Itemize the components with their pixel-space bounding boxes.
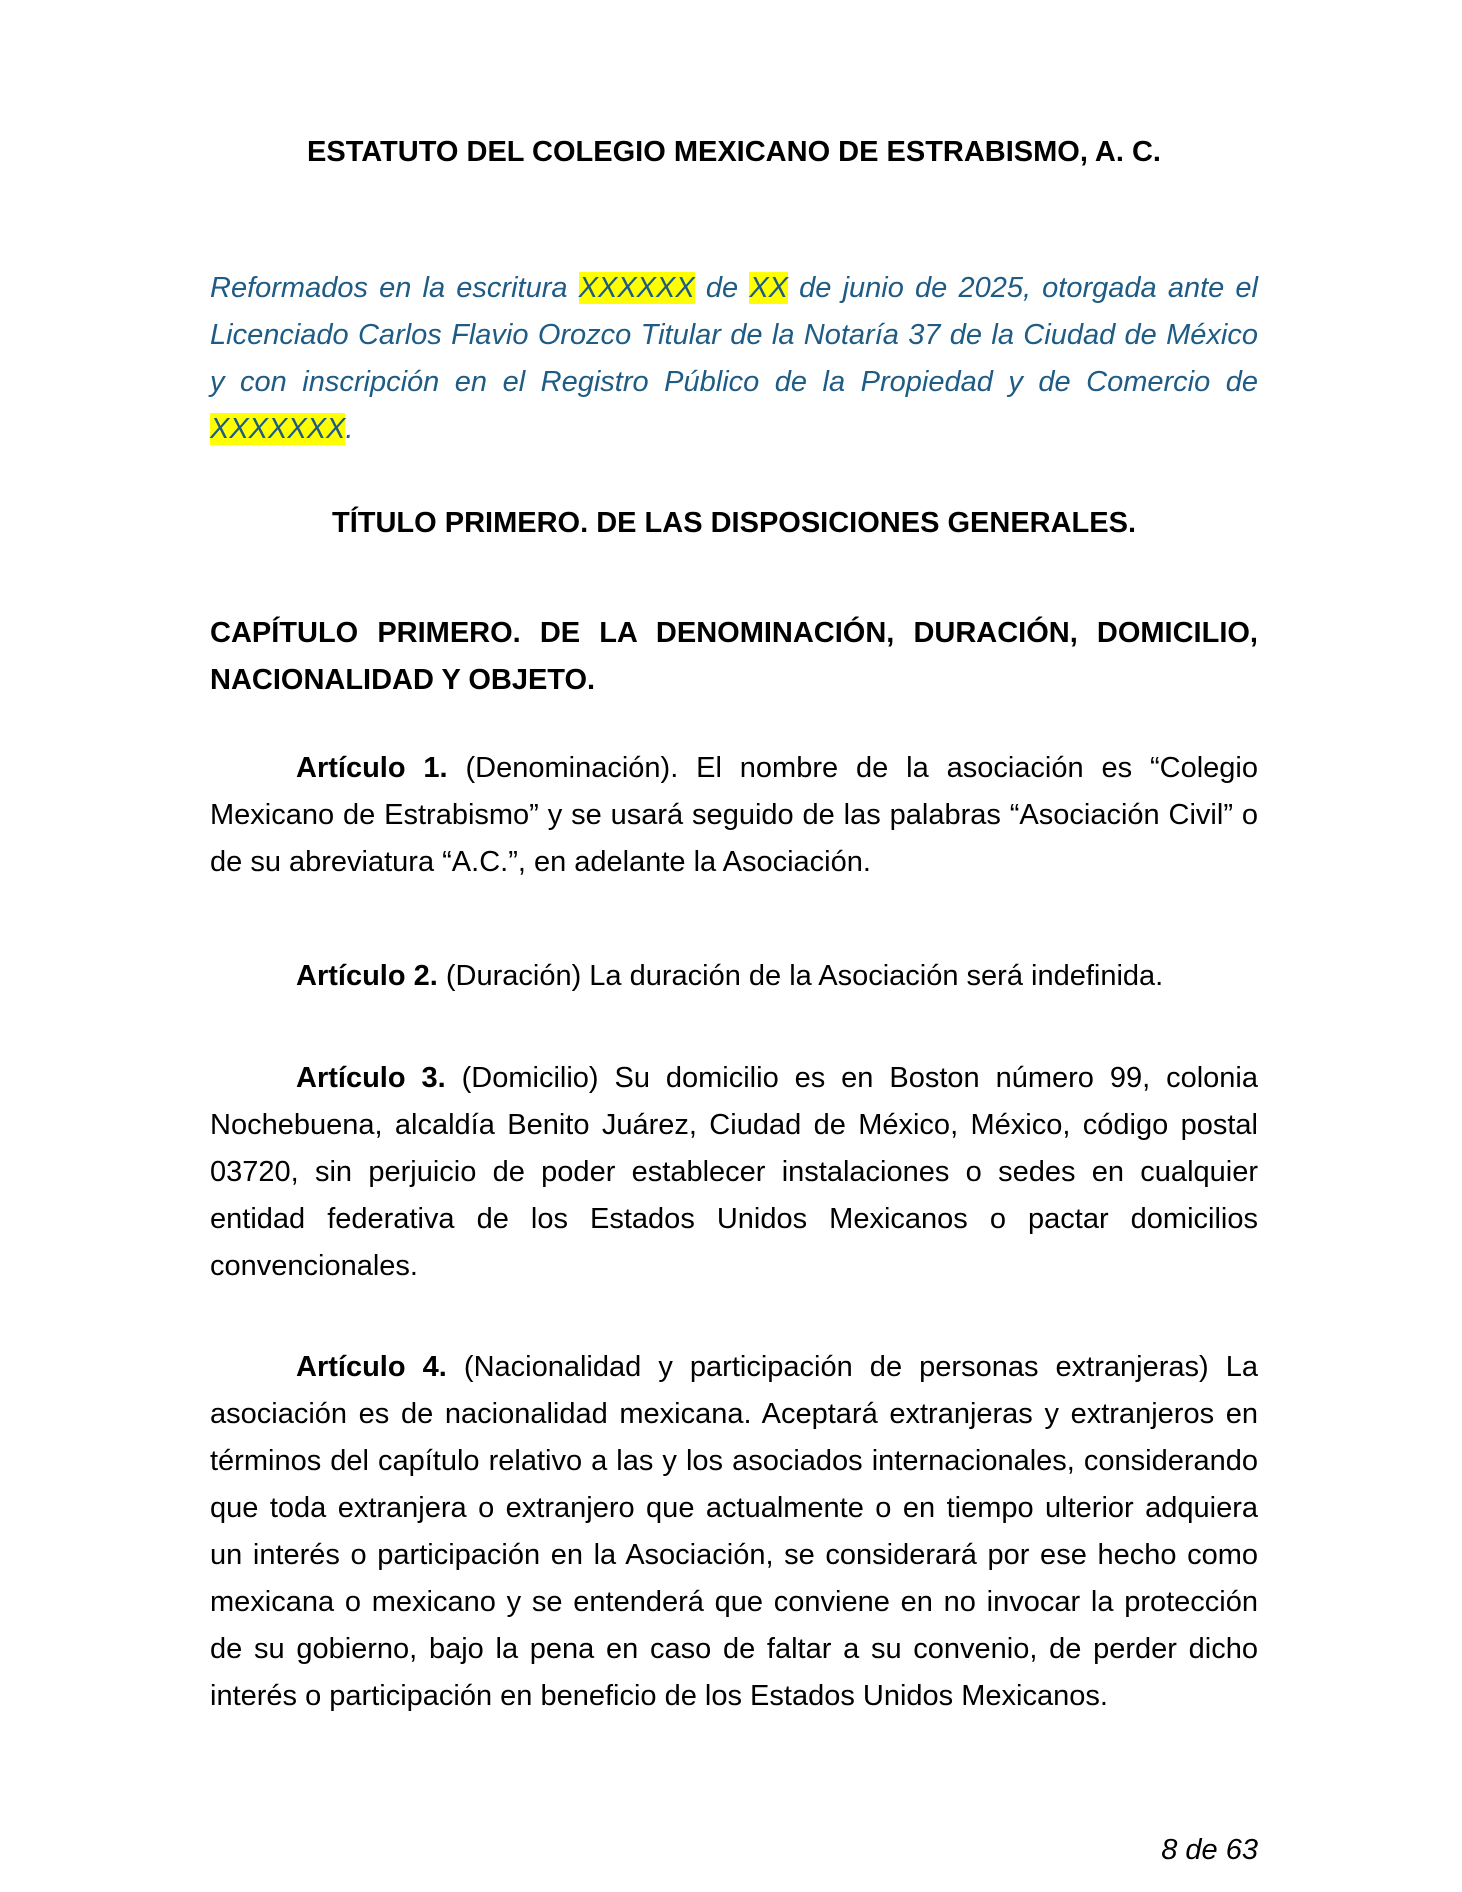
article-4-label: Artículo 4. (296, 1351, 447, 1383)
article-1-label: Artículo 1. (296, 752, 448, 784)
reform-note (210, 265, 1258, 453)
article-2 (210, 953, 1258, 1000)
reform-text-segment: de (694, 272, 750, 304)
highlighted-placeholder: XX (749, 272, 788, 304)
reform-text-segment: de junio de 2025, otorgada ante el Licenciado Carlos Flavio Orozco Titular de la Notaría 37 de la Ciudad de México y con inscripción en el Registro Público de la Propiedad y de Comercio de (210, 272, 1259, 398)
article-2-body: (Duración) La duración de la Asociación será indefinida. (445, 960, 1164, 992)
article-3 (210, 1055, 1258, 1290)
article-4 (210, 1344, 1258, 1720)
capitulo-primero-heading: CAPÍTULO PRIMERO. DE LA DENOMINACIÓN, DURACIÓN, DOMICILIO, NACIONALIDAD Y OBJETO. (210, 617, 1258, 696)
article-2-label: Artículo 2. (296, 960, 438, 992)
reform-text-segment: . (345, 413, 354, 445)
page-number: 8 de 63 (1161, 1834, 1258, 1866)
article-3-body: (Domicilio) Su domicilio es en Boston número 99, colonia Nochebuena, alcaldía Benito Juárez, Ciudad de México, México, código postal 03720, sin perjuicio de poder establecer instalaciones o sedes en cualquier entidad federativa de los Estados Unidos Mexicanos o pactar domicilios convencionales. (210, 1062, 1258, 1282)
document-title: ESTATUTO DEL COLEGIO MEXICANO DE ESTRABISMO, A. C. (307, 136, 1161, 168)
highlighted-placeholder: XXXXXX (578, 272, 695, 304)
highlighted-placeholder: XXXXXXX (210, 413, 346, 445)
titulo-primero-heading: TÍTULO PRIMERO. DE LAS DISPOSICIONES GENERALES. (331, 507, 1137, 539)
article-4-body: (Nacionalidad y participación de personas extranjeras) La asociación es de nacionalidad mexicana. Aceptará extranjeras y extranjeros en términos del capítulo relativo a las y los asociados internacionales, considerando que toda extranjera o extranjero que actualmente o en tiempo ulterior adquiera un interés o participación en la Asociación, se considerará por ese hecho como mexicana o mexicano y se entenderá que conviene en no invocar la protección de su gobierno, bajo la pena en caso de faltar a su convenio, de perder dicho interés o participación en beneficio de los Estados Unidos Mexicanos. (210, 1351, 1258, 1712)
article-1-body: (Denominación). El nombre de la asociación es “Colegio Mexicano de Estrabismo” y se usará seguido de las palabras “Asociación Civil” o de su abreviatura “A.C.”, en adelante la Asociación. (210, 752, 1258, 878)
article-1 (210, 745, 1258, 886)
reform-text-segment: Reformados en la escritura (210, 272, 579, 304)
article-3-label: Artículo 3. (296, 1062, 446, 1094)
